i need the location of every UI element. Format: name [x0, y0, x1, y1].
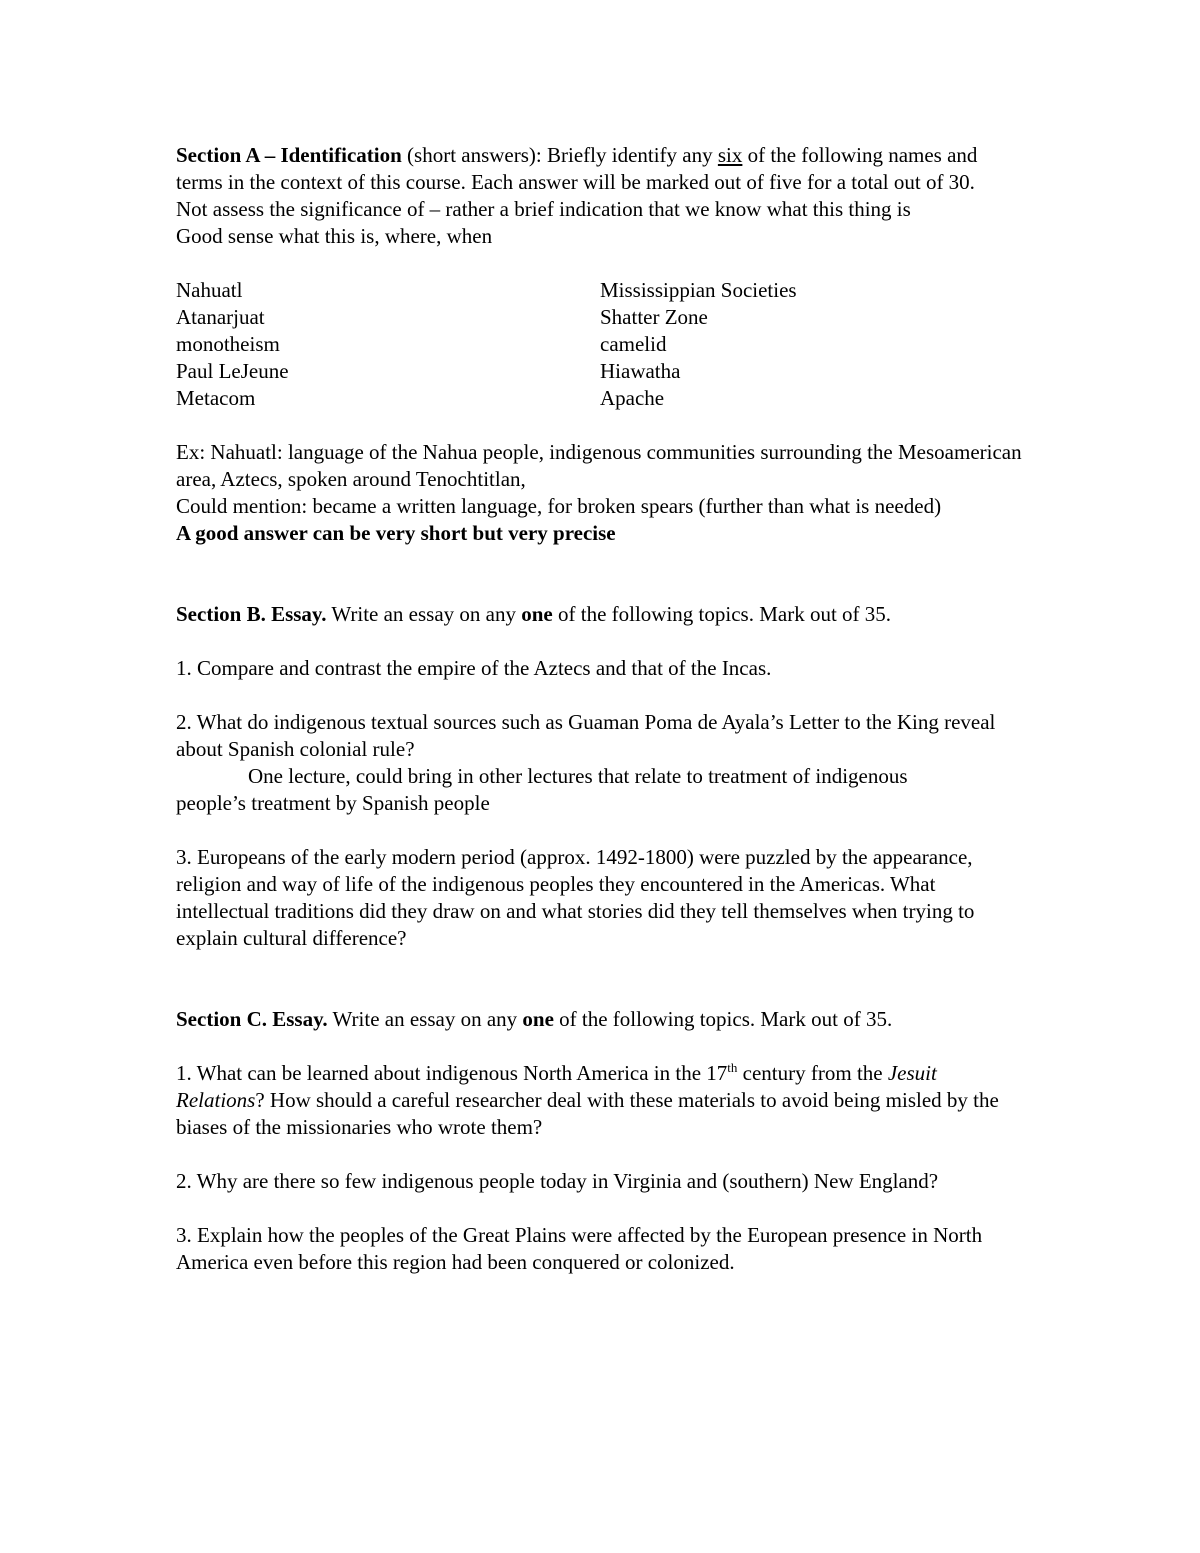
section-c-intro-emph: one	[522, 1007, 554, 1031]
section-a-good-answer	[176, 520, 1026, 547]
section-b-label: Section B. Essay.	[176, 602, 327, 626]
section-a-note-1: Not assess the significance of – rather a brief indication that we know what this thing is	[176, 197, 911, 221]
good-answer-text: A good answer can be very short but very precise	[176, 521, 616, 545]
section-c-q1-italic: Jesuit Relations	[176, 1061, 937, 1112]
section-c-q1-part-c: ? How should a careful researcher deal with these materials to avoid being misled by the biases of the missionaries who wrote them?	[176, 1088, 999, 1139]
section-b-intro	[176, 601, 1026, 628]
terms-list	[176, 277, 1026, 412]
section-c-q1-part-b: century from the	[737, 1061, 888, 1085]
section-b-intro-emph: one	[521, 602, 553, 626]
term-item: Hiawatha	[600, 359, 681, 383]
section-c-intro	[176, 1006, 1026, 1033]
section-a-could-mention: Could mention: became a written language, for broken spears (further than what is needed)	[176, 494, 942, 518]
section-c-question-2: 2. Why are there so few indigenous people today in Virginia and (southern) New England?	[176, 1169, 939, 1193]
section-c-intro-1: Write an essay on any	[327, 1007, 523, 1031]
section-a-intro-1: (short answers): Briefly identify any	[401, 143, 718, 167]
section-c-question-1	[176, 1060, 1026, 1141]
section-a-intro-2: of the following names and terms in the context of this course. Each answer will be marked out of five for a total out of 30.	[176, 143, 978, 194]
term-item: Mississippian Societies	[600, 278, 797, 302]
section-a-label: Section A	[176, 143, 260, 167]
terms-right-column	[600, 277, 1026, 412]
section-b-question-2: 2. What do indigenous textual sources such as Guaman Poma de Ayala’s Letter to the King reveal about Spanish colonial rule?	[176, 710, 996, 761]
term-item: Metacom	[176, 386, 256, 410]
section-c-question-3: 3. Explain how the peoples of the Great Plains were affected by the European presence in North America even before this region had been conquered or colonized.	[176, 1223, 983, 1274]
term-item: Nahuatl	[176, 278, 243, 302]
section-b-question-2-note-2: people’s treatment by Spanish people	[176, 791, 490, 815]
section-b-question-1: 1. Compare and contrast the empire of the Aztecs and that of the Incas.	[176, 656, 772, 680]
section-b-question-3: 3. Europeans of the early modern period (approx. 1492-1800) were puzzled by the appearance, religion and way of life of the indigenous peoples they encountered in the Americas. What intellectual traditions did they draw on and what stories did they tell themselves when trying to explain cultural difference?	[176, 845, 975, 950]
section-b-question-2-note-1: One lecture, could bring in other lectures that relate to treatment of indigenous	[248, 764, 908, 788]
section-a-title: Identification	[280, 143, 402, 167]
section-a-intro	[176, 142, 1026, 196]
section-c-q1-sup: th	[727, 1060, 738, 1075]
term-item: Paul LeJeune	[176, 359, 289, 383]
term-item: camelid	[600, 332, 667, 356]
exam-page	[176, 142, 1026, 1276]
term-item: monotheism	[176, 332, 280, 356]
section-c-intro-2: of the following topics. Mark out of 35.	[553, 1007, 893, 1031]
term-item: Shatter Zone	[600, 305, 708, 329]
terms-left-column	[176, 277, 600, 412]
section-c-label: Section C. Essay.	[176, 1007, 328, 1031]
section-c-q1-part-a: 1. What can be learned about indigenous North America in the 17	[176, 1061, 728, 1085]
term-item: Apache	[600, 386, 665, 410]
section-a-example: Ex: Nahuatl: language of the Nahua people, indigenous communities surrounding the Mesoamerican area, Aztecs, spoken around Tenochtitlan,	[176, 440, 1022, 491]
term-item: Atanarjuat	[176, 305, 265, 329]
section-b-intro-2: of the following topics. Mark out of 35.	[552, 602, 892, 626]
section-a-intro-emph: six	[717, 143, 743, 167]
section-a-dash: –	[259, 143, 281, 167]
section-b-intro-1: Write an essay on any	[326, 602, 522, 626]
section-a-note-2: Good sense what this is, where, when	[176, 224, 493, 248]
